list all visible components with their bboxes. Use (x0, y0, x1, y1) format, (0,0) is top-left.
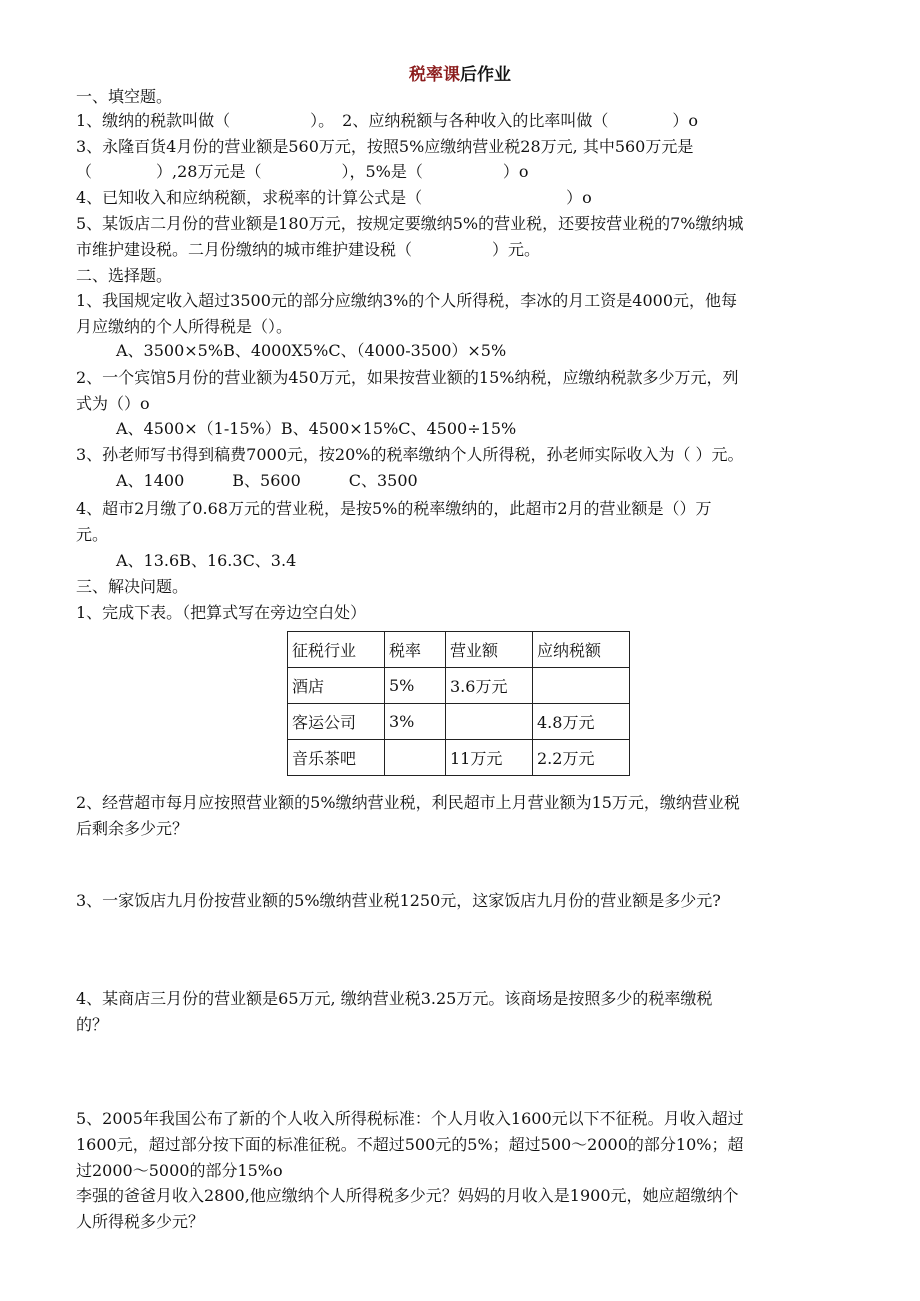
table-row (288, 740, 630, 776)
table-row (288, 668, 630, 704)
question-text: 1、缴纳的税款叫做（ ）。 2、应纳税额与各种收入的比率叫做（ ）o (76, 111, 698, 130)
question-text: 5、某饭店二月份的营业额是180万元，按规定要缴纳5%的营业税，还要按营业税的7%缴纳城 (76, 214, 744, 233)
question-text: 李强的爸爸月收入2800,他应缴纳个人所得税多少元？妈妈的月收入是1900元，她应超缴纳个 (76, 1186, 739, 1205)
question-text: 1、完成下表。（把算式写在旁边空白处） (76, 603, 367, 622)
table-row (288, 704, 630, 740)
question-text: 4、超市2月缴了0.68万元的营业税，是按5%的税率缴纳的，此超市2月的营业额是（）万 (76, 499, 712, 518)
table-cell (446, 704, 533, 740)
table-cell: 4.8万元 (533, 704, 630, 740)
question-text: 元。 (76, 525, 109, 544)
table-cell: 11万元 (446, 740, 533, 776)
question-text: 1、我国规定收入超过3500元的部分应缴纳3%的个人所得税，李冰的月工资是4000元，他每 (76, 291, 738, 310)
table-header-cell: 营业额 (446, 632, 533, 668)
question-text: 的？ (76, 1015, 109, 1034)
table-cell: 2.2万元 (533, 740, 630, 776)
table-header-cell: 应纳税额 (533, 632, 630, 668)
choice-options: A、1400 B、5600 C、3500 (116, 471, 418, 490)
table-header-cell: 征税行业 (288, 632, 385, 668)
table-header-row (288, 632, 630, 668)
section-heading-choice: 二、选择题。 (76, 266, 173, 285)
question-text: （ ）,28万元是（ ），5%是（ ）o (76, 162, 529, 181)
section-heading-solve: 三、解决问题。 (76, 577, 189, 596)
question-text: 5、2005年我国公布了新的个人收入所得税标准：个人月收入1600元以下不征税。月收入超过 (76, 1109, 744, 1128)
question-text: 3、孙老师写书得到稿费7000元，按20%的税率缴纳个人所得税，孙老师实际收入为（ ）元。 (76, 445, 744, 464)
table-cell (385, 740, 446, 776)
table-cell: 音乐茶吧 (288, 740, 385, 776)
table-cell: 5% (385, 668, 446, 704)
table-cell: 客运公司 (288, 704, 385, 740)
question-text: 月应缴纳的个人所得税是（）。 (76, 317, 293, 336)
table-header-cell: 税率 (385, 632, 446, 668)
question-text: 4、已知收入和应纳税额，求税率的计算公式是（ ）o (76, 188, 592, 207)
page-title: 税率课后作业 (409, 65, 511, 85)
section-heading-fill-blank: 一、填空题。 (76, 87, 173, 106)
tax-table (287, 631, 630, 776)
choice-options: A、13.6B、16.3C、3.4 (116, 551, 297, 570)
table-cell: 3.6万元 (446, 668, 533, 704)
question-text: 3、永隆百货4月份的营业额是560万元，按照5%应缴纳营业税28万元, 其中560万元是 (76, 137, 694, 156)
question-text: 式为（）o (76, 394, 150, 413)
question-text: 后剩余多少元？ (76, 819, 189, 838)
table-cell: 3% (385, 704, 446, 740)
question-text: 市维护建设税。二月份缴纳的城市维护建设税（ ）元。 (76, 240, 541, 259)
question-text: 4、某商店三月份的营业额是65万元, 缴纳营业税3.25万元。该商场是按照多少的税率缴税 (76, 989, 713, 1008)
question-text: 过2000～5000的部分15%o (76, 1161, 283, 1180)
table-cell: 酒店 (288, 668, 385, 704)
question-text: 人所得税多少元？ (76, 1212, 205, 1231)
question-text: 2、经营超市每月应按照营业额的5%缴纳营业税，利民超市上月营业额为15万元，缴纳营业税 (76, 793, 740, 812)
question-text: 1600元，超过部分按下面的标准征税。不超过500元的5%；超过500～2000的部分10%；超 (76, 1135, 744, 1154)
choice-options: A、4500×（1-15%）B、4500×15%C、4500÷15% (116, 419, 517, 438)
table-cell (533, 668, 630, 704)
question-text: 2、一个宾馆5月份的营业额为450万元，如果按营业额的15%纳税，应缴纳税款多少万元，列 (76, 368, 739, 387)
question-text: 3、一家饭店九月份按营业额的5%缴纳营业税1250元，这家饭店九月份的营业额是多少元? (76, 891, 721, 910)
choice-options: A、3500×5%B、4000X5%C、（4000-3500）×5% (116, 341, 507, 360)
